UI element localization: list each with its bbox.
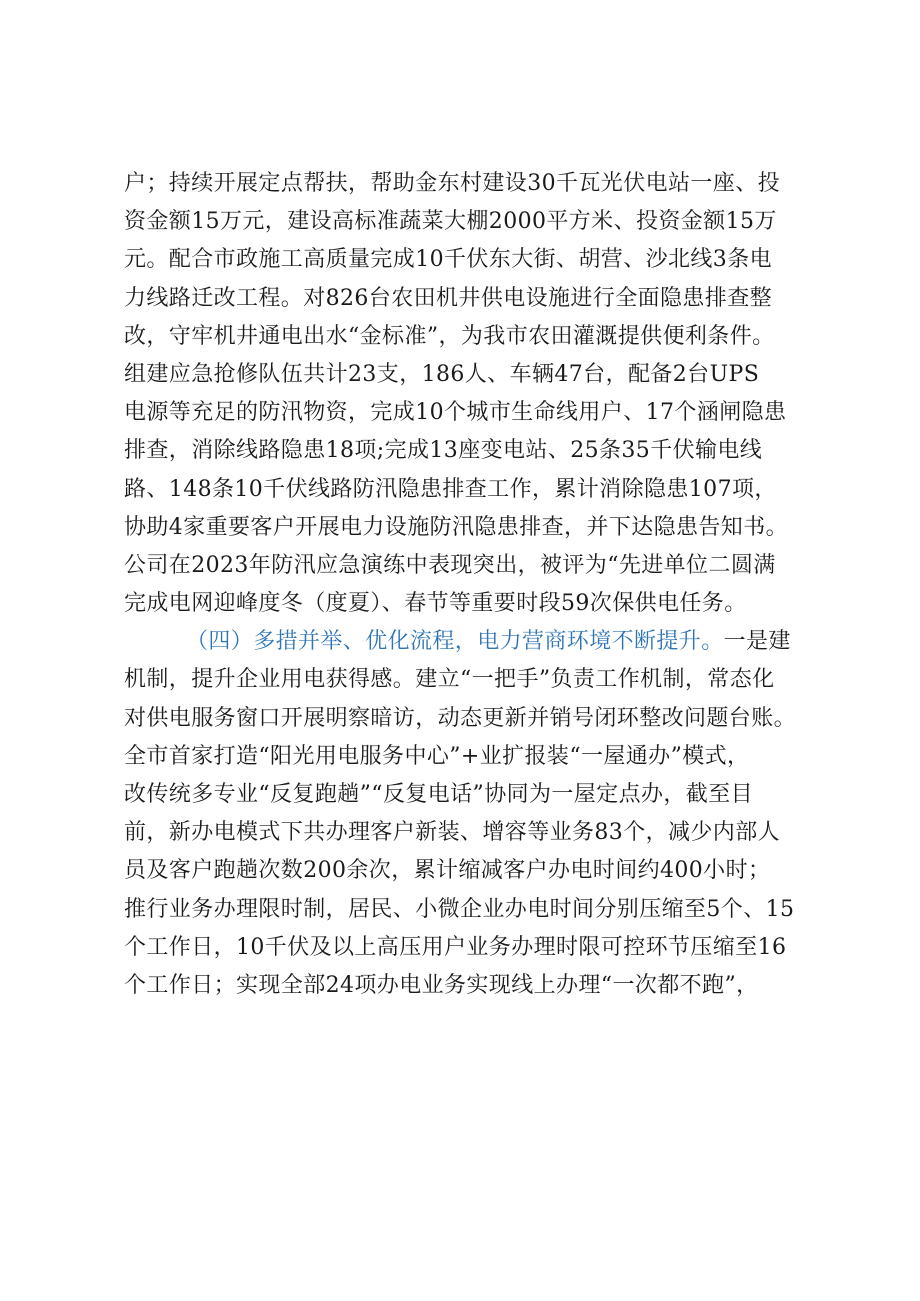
text-line: 元。配合市政施工高质量完成10千伏东大街、胡营、沙北线3条电	[124, 247, 772, 273]
section-heading-line	[124, 623, 814, 661]
text-line: 排查，消除线路隐患18项;完成13座变电站、25条35千伏输电线	[124, 438, 763, 464]
text-line: 改，守牢机井通电出水“金标准”，为我市农田灌溉提供便利条件。	[124, 323, 775, 349]
text-line: 资金额15万元，建设高标准蔬菜大棚2000平方米、投资金额15万	[124, 209, 777, 235]
text-line: 完成电网迎峰度冬（度夏）、春节等重要时段59次保供电任务。	[124, 591, 747, 617]
text-line: 力线路迁改工程。对826台农田机井供电设施进行全面隐患排查整	[124, 285, 772, 311]
document-body	[124, 165, 814, 1005]
text-line: 路、148条10千伏线路防汛隐患排查工作，累计消除隐患107项，	[124, 476, 777, 502]
text-line: 个工作日，10千伏及以上高压用户业务办理时限可控环节压缩至16	[124, 934, 787, 960]
text-line: 推行业务办理限时制，居民、小微企业办电时间分别压缩至5个、15	[124, 896, 795, 922]
text-line: 员及客户跑趟次数200余次，累计缩减客户办电时间约400小时；	[124, 858, 771, 884]
paragraph-business-environment	[124, 623, 814, 1005]
text-line: 电源等充足的防汛物资，完成10个城市生命线用户、17个涵闸隐患	[124, 400, 787, 426]
text-line: 对供电服务窗口开展明察暗访，动态更新并销号闭环整改问题台账。	[124, 705, 797, 731]
text-line: 全市首家打造“阳光用电服务中心”+业扩报装“一屋通办”模式，	[124, 743, 750, 769]
text-line: 公司在2023年防汛应急演练中表现突出，被评为“先进单位二圆满	[124, 552, 776, 578]
section-heading: （四）多措并举、优化流程，电力营商环境不断提升。	[186, 629, 724, 655]
text-line: 个工作日；实现全部24项办电业务实现线上办理“一次都不跑”，	[124, 972, 759, 998]
text-line: 组建应急抢修队伍共计23支，186人、车辆47台，配备2台UPS	[124, 361, 760, 387]
text-line: 改传统多专业“反复跑趟”“反复电话”协同为一屋定点办，截至目	[124, 782, 753, 807]
heading-line-rest: 一是建	[723, 629, 791, 655]
text-line: 户；持续开展定点帮扶，帮助金东村建设30千瓦光伏电站一座、投	[124, 171, 780, 196]
text-line: 前，新办电模式下共办理客户新装、增容等业务83个，减少内部人	[124, 820, 780, 846]
text-line: 机制，提升企业用电获得感。建立“一把手”负责工作机制，常态化	[124, 667, 775, 693]
paragraph-flood-control	[124, 165, 814, 623]
text-line: 协助4家重要客户开展电力设施防汛隐患排查，并下达隐患告知书。	[124, 514, 788, 540]
